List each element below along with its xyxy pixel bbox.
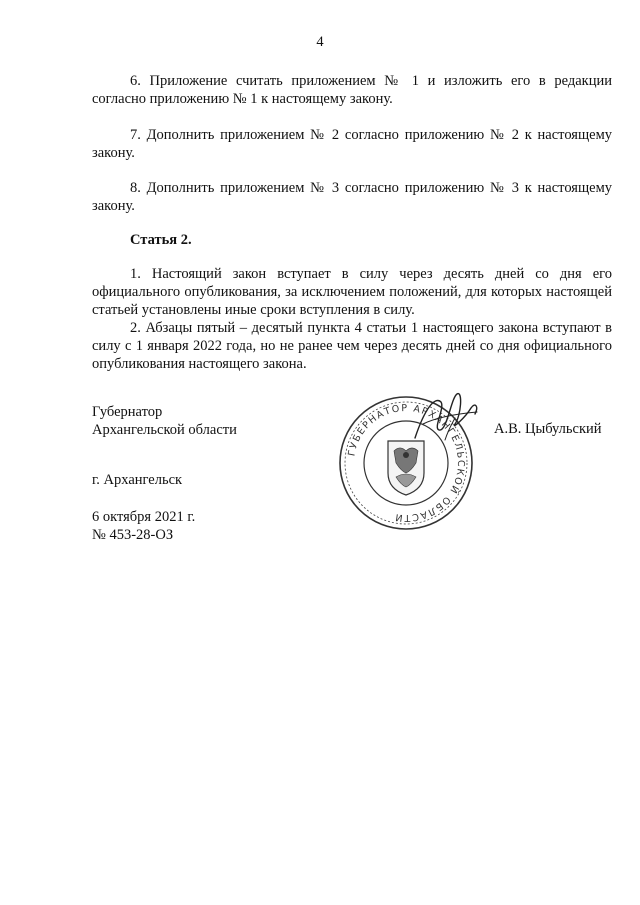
document-number: № 453-28-ОЗ [92,527,174,543]
city: г. Архангельск [92,472,183,488]
date-number-block [92,508,195,544]
paragraph-8: 8. Дополнить приложением № 3 согласно приложению № 3 к настоящему закону. [92,180,612,214]
signatory-position [92,403,237,439]
position-line-1: Губернатор [92,404,163,420]
paragraph-7: 7. Дополнить приложением № 2 согласно приложению № 2 к настоящему закону. [92,127,612,161]
article-heading: Статья 2. [130,232,192,248]
article-paragraph-2: 2. Абзацы пятый – десятый пункта 4 статьи 1 настоящего закона вступают в силу с 1 января 2022 года, но не ранее чем через десять дней со дня официального опубликования настоящего закона. [92,320,612,372]
document-date: 6 октября 2021 г. [92,509,196,525]
page-number: 4 [316,34,324,50]
handwritten-signature-icon [405,388,485,448]
signatory-name: А.В. Цыбульский [494,421,602,437]
paragraph-6: 6. Приложение считать приложением № 1 и изложить его в редакции согласно приложению № 1 к настоящему закону. [92,73,612,107]
seal-text: ГУБЕРНАТОР АРХАНГЕЛЬСКОЙ ОБЛАСТИ [346,402,467,524]
position-line-2: Архангельской области [92,422,237,438]
article-paragraph-1: 1. Настоящий закон вступает в силу через десять дней со дня его официального опубликования, за исключением положений, для которых настоящей статьей установлены иные сроки вступления в силу. [92,266,612,318]
